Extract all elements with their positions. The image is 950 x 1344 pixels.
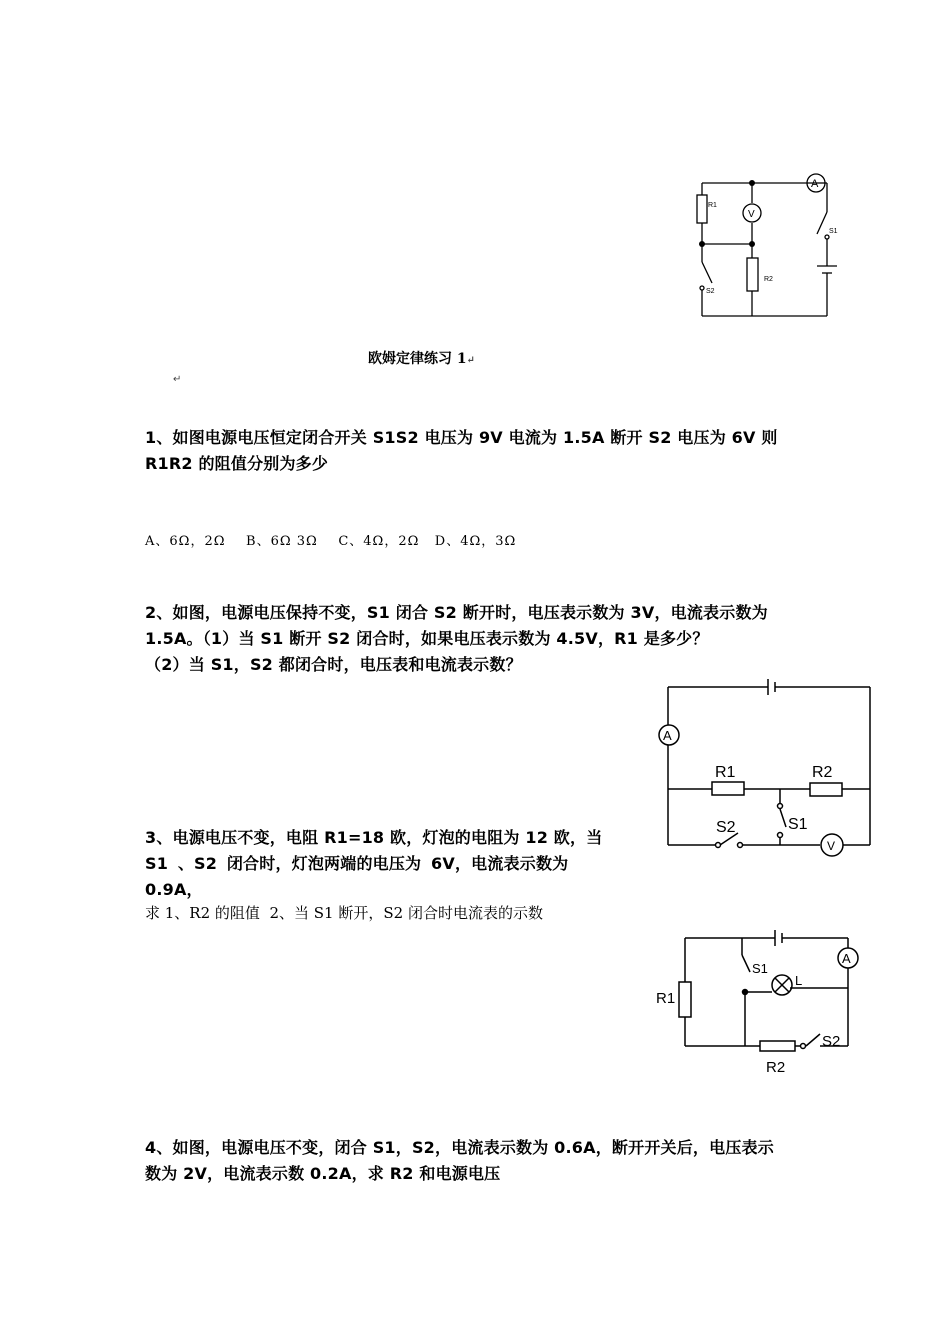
fig2-r2-label: R2 xyxy=(812,764,833,781)
fig1-r2-label: R2 xyxy=(764,276,773,283)
q1-options: A、6Ω，2Ω B、6Ω 3Ω C、4Ω，2Ω D、4Ω，3Ω xyxy=(145,534,517,549)
question-1 xyxy=(145,425,825,477)
question-3 xyxy=(145,825,625,903)
q3-line3: 0.9A， xyxy=(145,880,203,899)
circuit-diagram-3 xyxy=(650,930,870,1080)
page-title xyxy=(368,348,475,368)
fig1-s1-label: S1 xyxy=(829,228,838,235)
fig2-s1-label: S1 xyxy=(788,816,808,833)
return-mark: ↵ xyxy=(466,355,476,366)
fig3-s1-label: S1 xyxy=(752,961,768,976)
fig2-r1-label: R1 xyxy=(715,764,736,781)
fig3-s2-label: S2 xyxy=(822,1033,841,1050)
question-2 xyxy=(145,600,825,678)
q1-line2: R1R2 的阻值分别为多少 xyxy=(145,454,329,473)
fig1-r1-label: R1 xyxy=(708,202,717,209)
question-4 xyxy=(145,1135,825,1187)
paragraph-mark: ↵ xyxy=(173,374,182,385)
q4-line2: 数为 2V，电流表示数 0.2A，求 R2 和电源电压 xyxy=(145,1164,501,1183)
fig3-lamp-label: L xyxy=(795,973,803,988)
title-text: 欧姆定律练习 1 xyxy=(368,351,467,367)
fig3-r2-label: R2 xyxy=(766,1059,786,1076)
fig1-voltmeter-label: V xyxy=(748,209,755,220)
fig1-ammeter-label: A xyxy=(811,178,819,190)
q3-line1: 3、电源电压不变，电阻 R1=18 欧，灯泡的电阻为 12 欧，当 xyxy=(145,828,603,847)
q3-line4: 求 1、R2 的阻值 2、当 S1 断开，S2 闭合时电流表的示数 xyxy=(145,904,543,922)
fig2-voltmeter-label: V xyxy=(827,839,836,853)
q2-line3: （2）当 S1，S2 都闭合时，电压表和电流表示数？ xyxy=(145,655,522,674)
q3-line2: S1 、S2 闭合时，灯泡两端的电压为 6V，电流表示数为 xyxy=(145,854,569,873)
fig3-r1-label: R1 xyxy=(656,990,676,1007)
fig2-ammeter-label: A xyxy=(663,728,672,743)
q4-line1: 4、如图，电源电压不变，闭合 S1，S2，电流表示数为 0.6A，断开开关后，电压表示 xyxy=(145,1138,774,1157)
circuit-diagram-1 xyxy=(690,170,838,325)
q2-line2: 1.5A。（1）当 S1 断开 S2 闭合时，如果电压表示数为 4.5V，R1 是多少？ xyxy=(145,629,709,648)
fig2-s2-label: S2 xyxy=(716,819,736,836)
q2-line1: 2、如图，电源电压保持不变，S1 闭合 S2 断开时，电压表示数为 3V，电流表示数为 xyxy=(145,603,768,622)
q1-line1: 1、如图电源电压恒定闭合开关 S1S2 电压为 9V 电流为 1.5A 断开 S2 电压为 6V 则 xyxy=(145,428,778,447)
fig3-ammeter-label: A xyxy=(842,951,851,966)
fig1-s2-label: S2 xyxy=(706,288,715,295)
circuit-diagram-2 xyxy=(660,677,880,857)
